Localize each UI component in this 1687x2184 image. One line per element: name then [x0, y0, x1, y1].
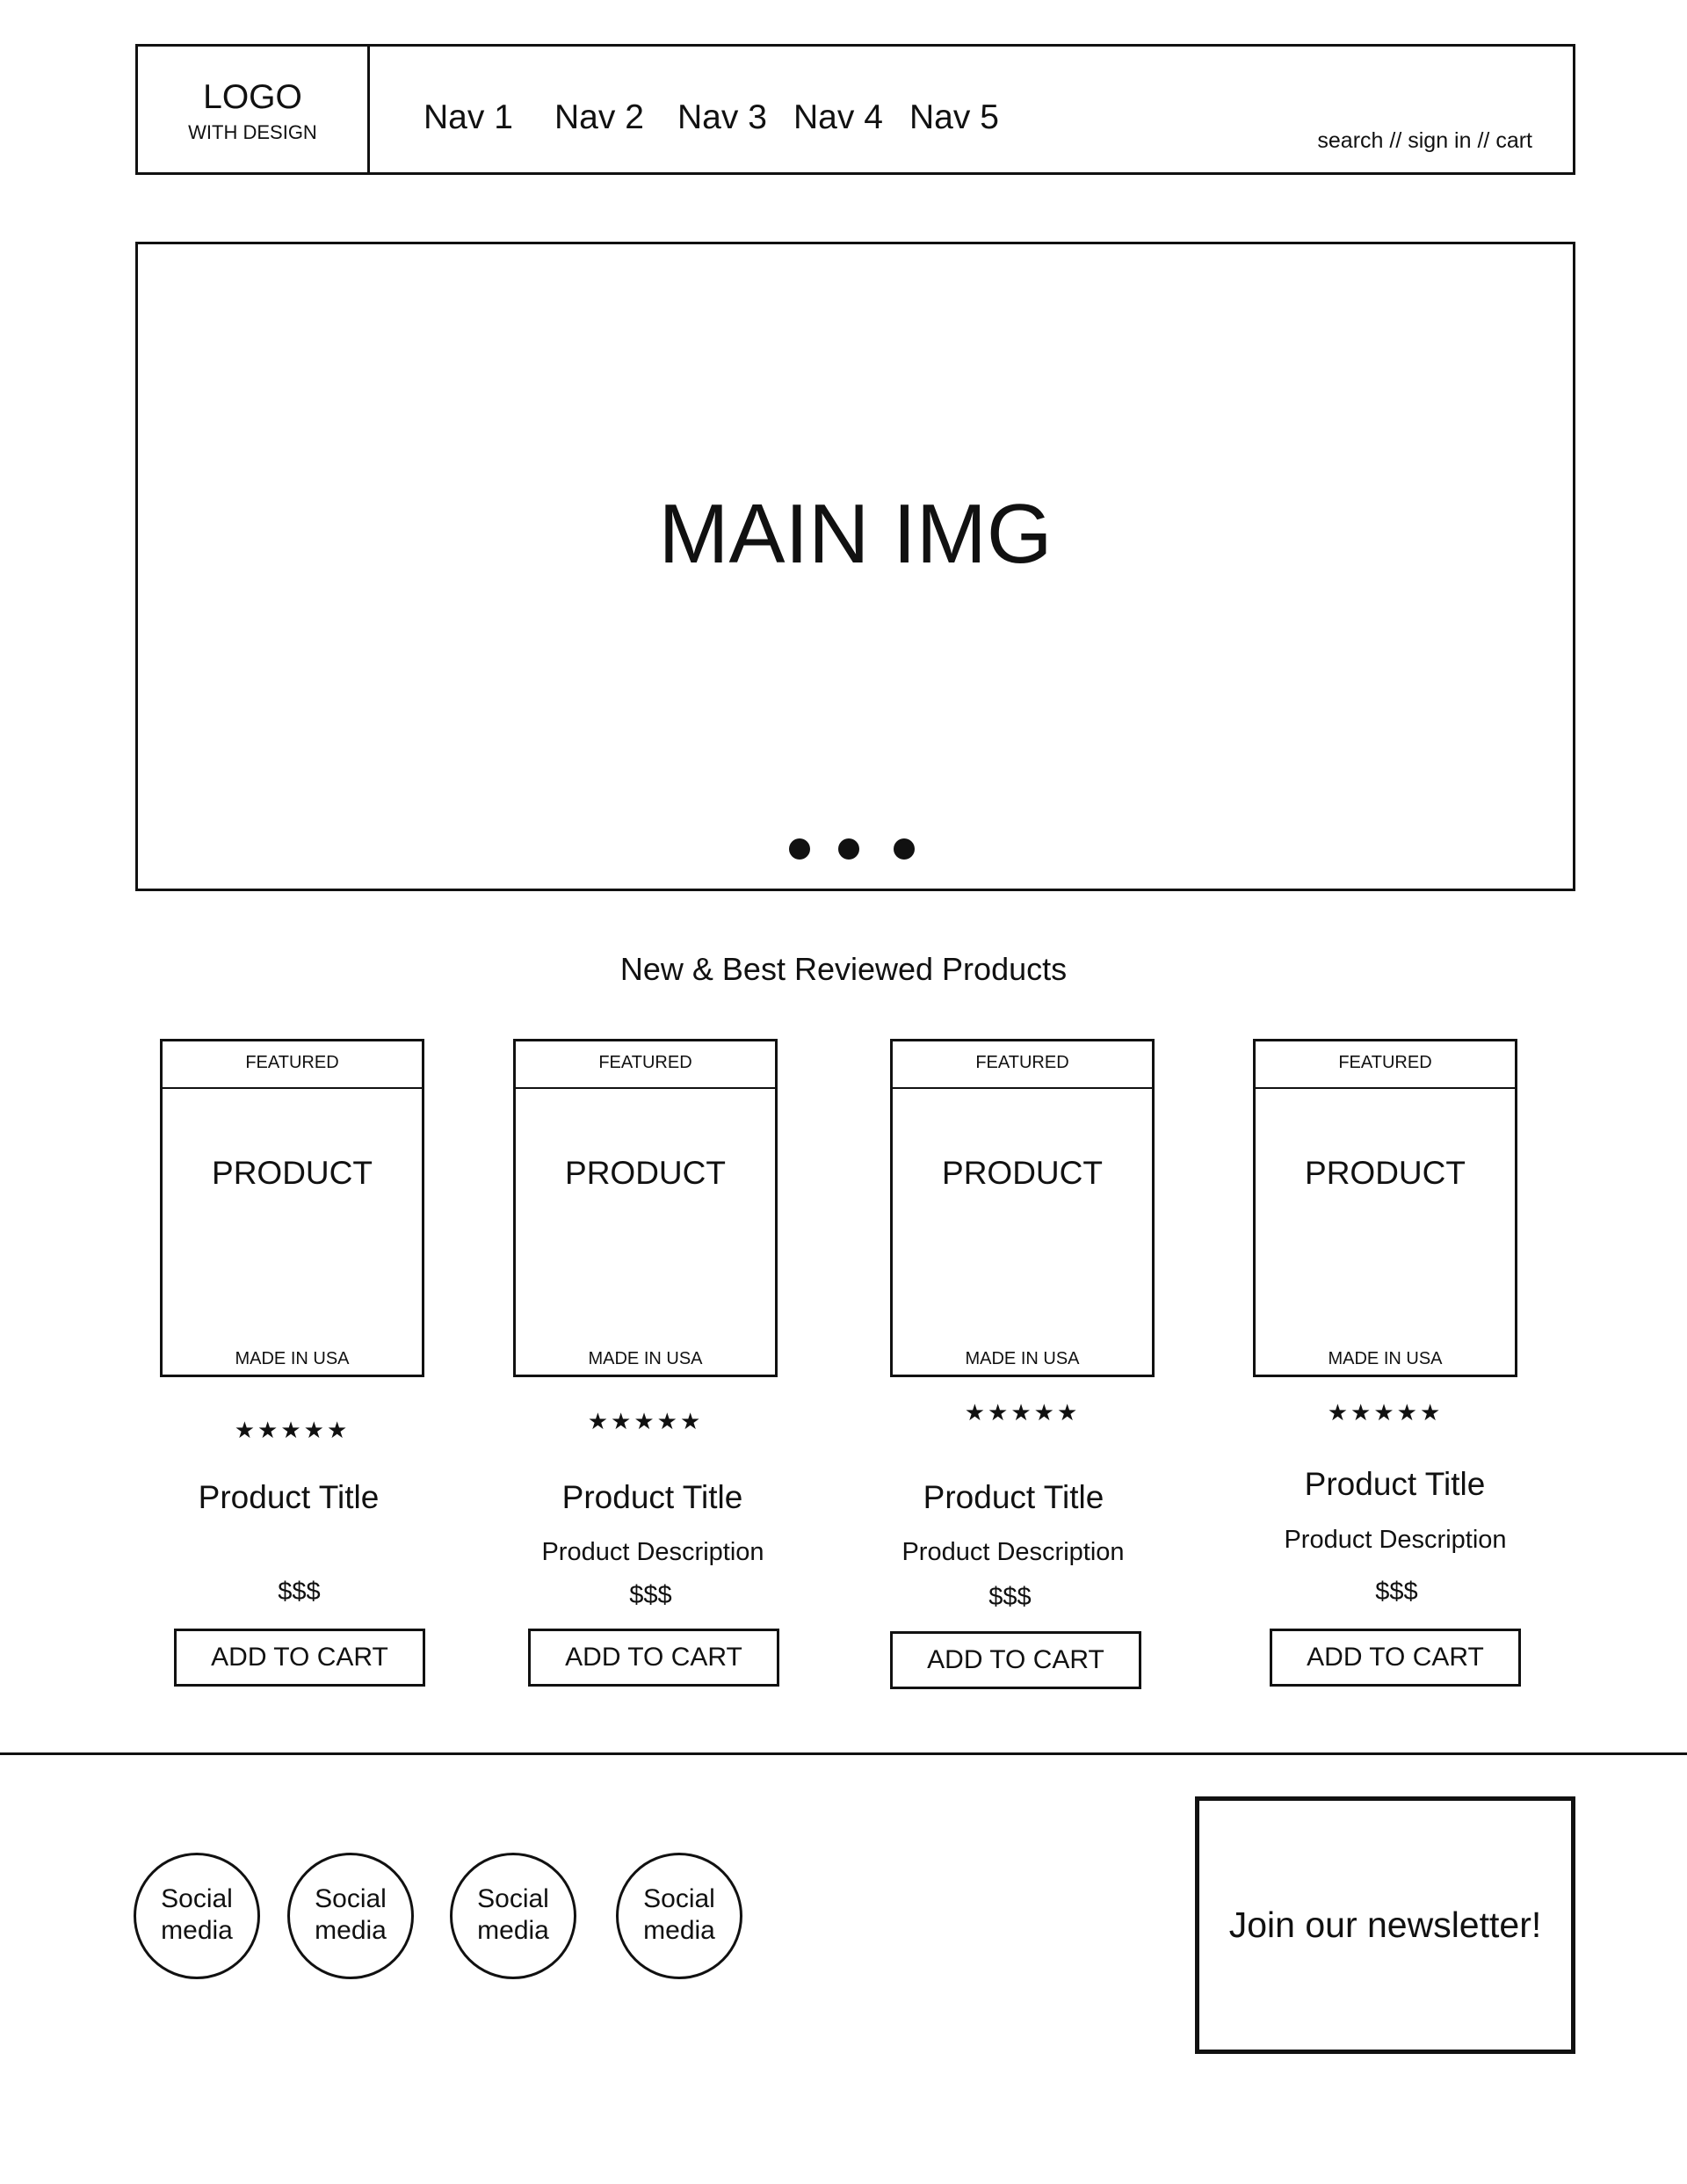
origin-label: MADE IN USA	[1328, 1349, 1443, 1368]
product-image[interactable]	[890, 1039, 1155, 1377]
sign-in-link[interactable]: sign in	[1408, 128, 1472, 153]
rating-stars: ★★★★★	[1327, 1399, 1444, 1426]
product-description: Product Description	[901, 1538, 1125, 1566]
rating-stars: ★★★★★	[587, 1408, 704, 1434]
product-price: $$$	[1375, 1578, 1418, 1606]
add-to-cart-button[interactable]: ADD TO CART	[890, 1631, 1141, 1689]
product-price: $$$	[278, 1578, 321, 1606]
social-media-link[interactable]	[616, 1853, 742, 1979]
add-to-cart-button[interactable]: ADD TO CART	[528, 1629, 779, 1687]
product-description: Product Description	[1284, 1526, 1507, 1554]
footer-divider	[0, 1752, 1687, 1755]
product-image-label: PRODUCT	[942, 1155, 1103, 1191]
carousel-dot-1[interactable]	[789, 838, 810, 860]
social-label: Social	[315, 1884, 387, 1913]
utility-links	[1317, 128, 1532, 153]
rating-stars: ★★★★★	[964, 1399, 1081, 1426]
social-label: Social	[477, 1884, 549, 1913]
product-image[interactable]	[160, 1039, 424, 1377]
nav-item-2[interactable]: Nav 2	[554, 98, 644, 136]
featured-badge: FEATURED	[1256, 1041, 1515, 1089]
products-section-title: New & Best Reviewed Products	[619, 951, 1068, 987]
social-label: Social	[643, 1884, 715, 1913]
origin-label: MADE IN USA	[235, 1349, 350, 1368]
origin-label: MADE IN USA	[965, 1349, 1080, 1368]
product-price: $$$	[988, 1583, 1032, 1611]
social-label: media	[161, 1916, 233, 1945]
product-image-label: PRODUCT	[212, 1155, 373, 1191]
hero-carousel[interactable]	[135, 242, 1575, 891]
product-price: $$$	[629, 1581, 672, 1609]
product-image[interactable]	[513, 1039, 778, 1377]
nav-item-4[interactable]: Nav 4	[793, 98, 883, 136]
logo-subtitle: WITH DESIGN	[188, 121, 317, 143]
product-image-label: PRODUCT	[1305, 1155, 1466, 1191]
product-title[interactable]: Product Title	[923, 1479, 1104, 1515]
social-media-link[interactable]	[134, 1853, 260, 1979]
site-header	[135, 44, 1575, 175]
logo[interactable]	[138, 47, 370, 172]
nav-item-5[interactable]: Nav 5	[909, 98, 999, 136]
product-image[interactable]	[1253, 1039, 1517, 1377]
carousel-dot-3[interactable]	[894, 838, 915, 860]
social-label: media	[477, 1916, 549, 1945]
utility-separator: //	[1383, 128, 1408, 153]
product-image-label: PRODUCT	[565, 1155, 726, 1191]
utility-separator: //	[1471, 128, 1496, 153]
social-media-link[interactable]	[287, 1853, 414, 1979]
featured-badge: FEATURED	[163, 1041, 422, 1089]
add-to-cart-button[interactable]: ADD TO CART	[1270, 1629, 1521, 1687]
add-to-cart-button[interactable]: ADD TO CART	[174, 1629, 425, 1687]
product-title[interactable]: Product Title	[198, 1479, 380, 1515]
social-media-link[interactable]	[450, 1853, 576, 1979]
rating-stars: ★★★★★	[234, 1417, 351, 1443]
cart-link[interactable]: cart	[1495, 128, 1532, 153]
featured-badge: FEATURED	[893, 1041, 1152, 1089]
newsletter-signup[interactable]: Join our newsletter!	[1195, 1796, 1575, 2054]
origin-label: MADE IN USA	[588, 1349, 703, 1368]
nav-item-3[interactable]: Nav 3	[677, 98, 767, 136]
social-label: Social	[161, 1884, 233, 1913]
product-description: Product Description	[541, 1538, 764, 1566]
carousel-dot-2[interactable]	[838, 838, 859, 860]
product-title[interactable]: Product Title	[1304, 1466, 1486, 1502]
search-link[interactable]: search	[1317, 128, 1384, 153]
nav-item-1[interactable]: Nav 1	[424, 98, 513, 136]
featured-badge: FEATURED	[516, 1041, 775, 1089]
hero-label: MAIN IMG	[658, 487, 1053, 581]
social-label: media	[643, 1916, 715, 1945]
logo-title: LOGO	[203, 78, 302, 116]
product-title[interactable]: Product Title	[561, 1479, 743, 1515]
social-label: media	[315, 1916, 387, 1945]
